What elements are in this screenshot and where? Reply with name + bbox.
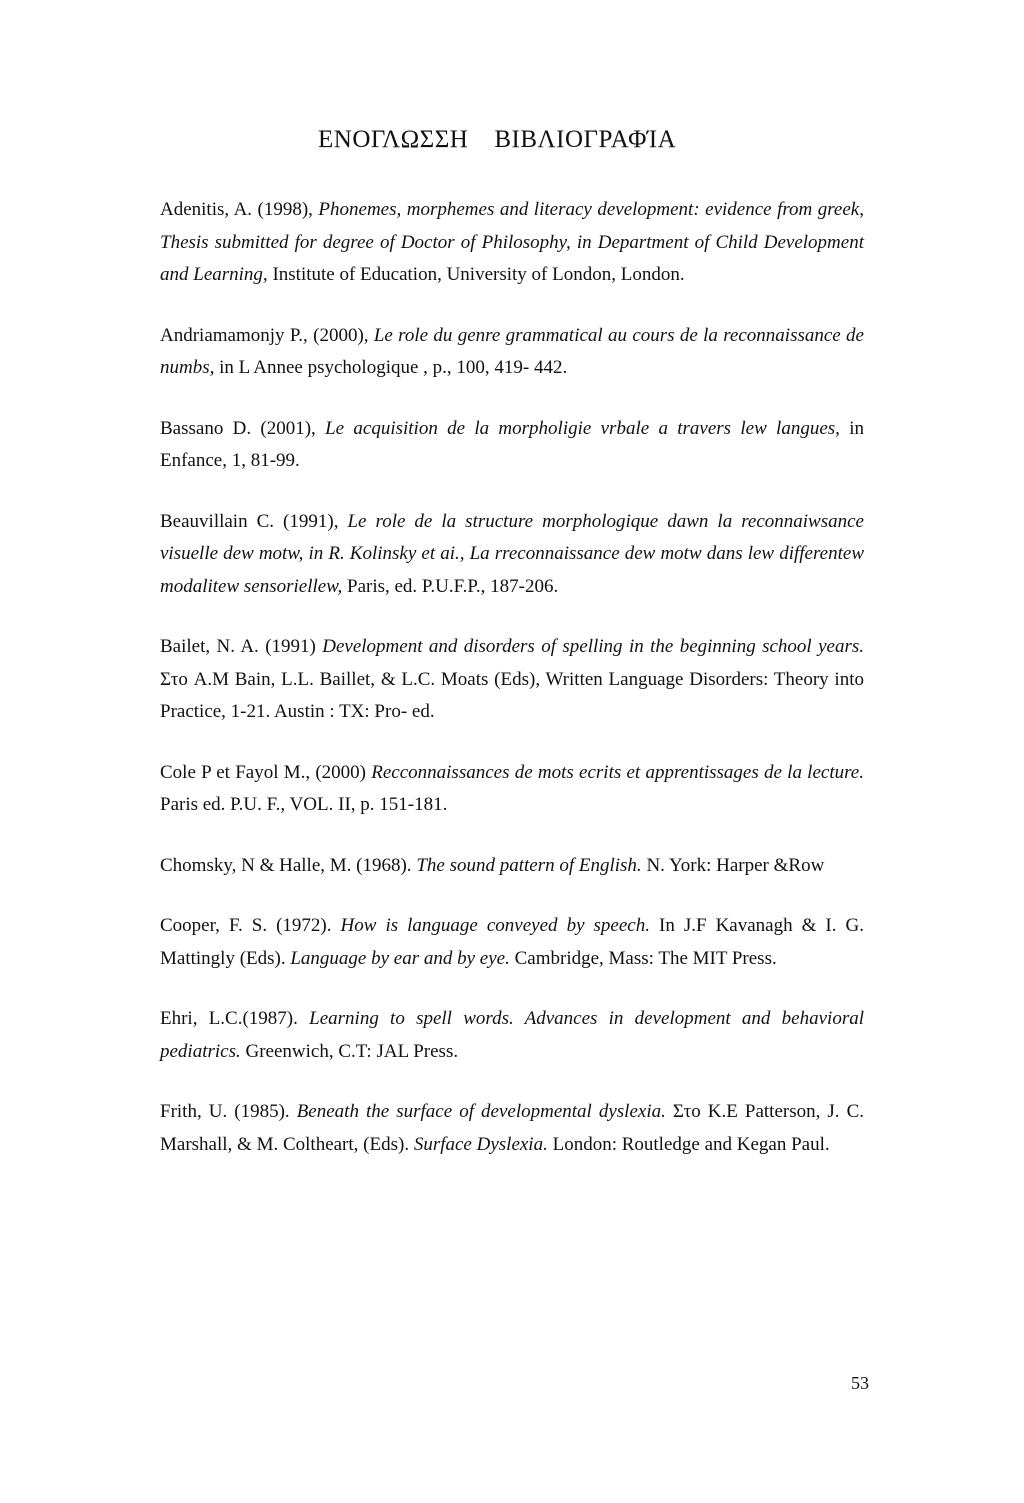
reference-item [160, 1003, 864, 1068]
reference-text: Bailet, N. A. (1991) [160, 636, 323, 657]
reference-item [160, 631, 864, 729]
reference-text: Cambridge, Mass: The MIT Press. [509, 947, 777, 969]
reference-title: Recconnaissances de mots ecrits et apprentissages de la lecture. [371, 761, 864, 783]
reference-text: Frith, U. (1985). [160, 1101, 297, 1122]
reference-text: in Enfance, 1, 81-99. [160, 417, 864, 471]
reference-text: Cole P et Fayol M., (2000) [160, 761, 372, 783]
reference-text: Paris, ed. P.U.F.P., 187-206. [342, 575, 559, 597]
reference-item [160, 850, 864, 883]
reference-item [160, 910, 864, 975]
reference-text: Andriamamonjy P., (2000), [160, 324, 374, 346]
reference-text: Στο K.E Patterson, J. C. Marshall, & M. Coltheart, (Eds). [160, 1101, 865, 1155]
page-heading [318, 126, 676, 154]
reference-title: Development and disorders of spelling in the beginning school years. [322, 636, 864, 657]
reference-text: Στο A.M Bain, L.L. Baillet, & L.C. Moats (Eds), Written Language Disorders: Theory into Practice, 1-21. Austin : TX: Pro- ed. [160, 668, 864, 722]
page-number: 53 [851, 1373, 869, 1393]
reference-item [160, 1096, 864, 1161]
heading-part-1: ΕΝΟΓΛΩΣΣΗ [318, 126, 469, 153]
heading-part-2: ΒΙΒΛΙΟΓΡΑΦΊΑ [494, 126, 677, 153]
reference-text: Greenwich, C.T: JAL Press. [240, 1040, 459, 1062]
reference-text: London: Routledge and Kegan Paul. [547, 1133, 830, 1155]
reference-item [160, 413, 864, 478]
reference-text: Adenitis, A. (1998), [160, 199, 319, 220]
reference-text: Institute of Education, University of London, London. [267, 264, 685, 285]
reference-text: In J.F Kavanagh & I. G. Mattingly (Eds). [160, 915, 864, 969]
reference-title: Surface Dyslexia. [413, 1133, 548, 1155]
reference-item [160, 320, 864, 385]
reference-item [160, 757, 864, 822]
reference-title: Beneath the surface of developmental dyslexia. [296, 1101, 666, 1122]
reference-title: The sound pattern of English. [416, 854, 642, 876]
reference-text: Cooper, F. S. (1972). [160, 915, 341, 936]
reference-text: Beauvillain C. (1991), [160, 510, 348, 532]
reference-item [160, 506, 864, 604]
reference-title: Le role de la structure morphologique dawn la reconnaiwsance visuelle dew motw, in R. Kolinsky et ai., La rreconnaissance dew motw dans lew differentew modalitew sensoriellew, [160, 510, 864, 597]
reference-title: Le role du genre grammatical au cours de la reconnaissance de numbs, [160, 324, 864, 378]
reference-title: Phonemes, morphemes and literacy development: evidence from greek, Thesis submitted for degree of Doctor of Philosophy, in Department of Child Development and Learning, [160, 199, 864, 285]
reference-title: Learning to spell words. Advances in development and behavioral pediatrics. [160, 1008, 864, 1062]
reference-title: Le acquisition de la morpholigie vrbale a travers lew langues, [325, 417, 840, 439]
reference-text: in L Annee psychologique , p., 100, 419- 442. [214, 357, 568, 378]
reference-text: Chomsky, N & Halle, M. (1968). [160, 854, 417, 876]
reference-text: Paris ed. P.U. F., VOL. II, p. 151-181. [160, 794, 448, 815]
reference-title: How is language conveyed by speech. [340, 915, 650, 936]
reference-text: Bassano D. (2001), [160, 417, 326, 439]
reference-item [160, 194, 864, 292]
reference-text: N. York: Harper &Row [641, 854, 825, 876]
reference-text: Ehri, L.C.(1987). [160, 1008, 310, 1029]
reference-title: Language by ear and by eye. [290, 947, 510, 969]
bibliography-list [160, 194, 864, 1189]
